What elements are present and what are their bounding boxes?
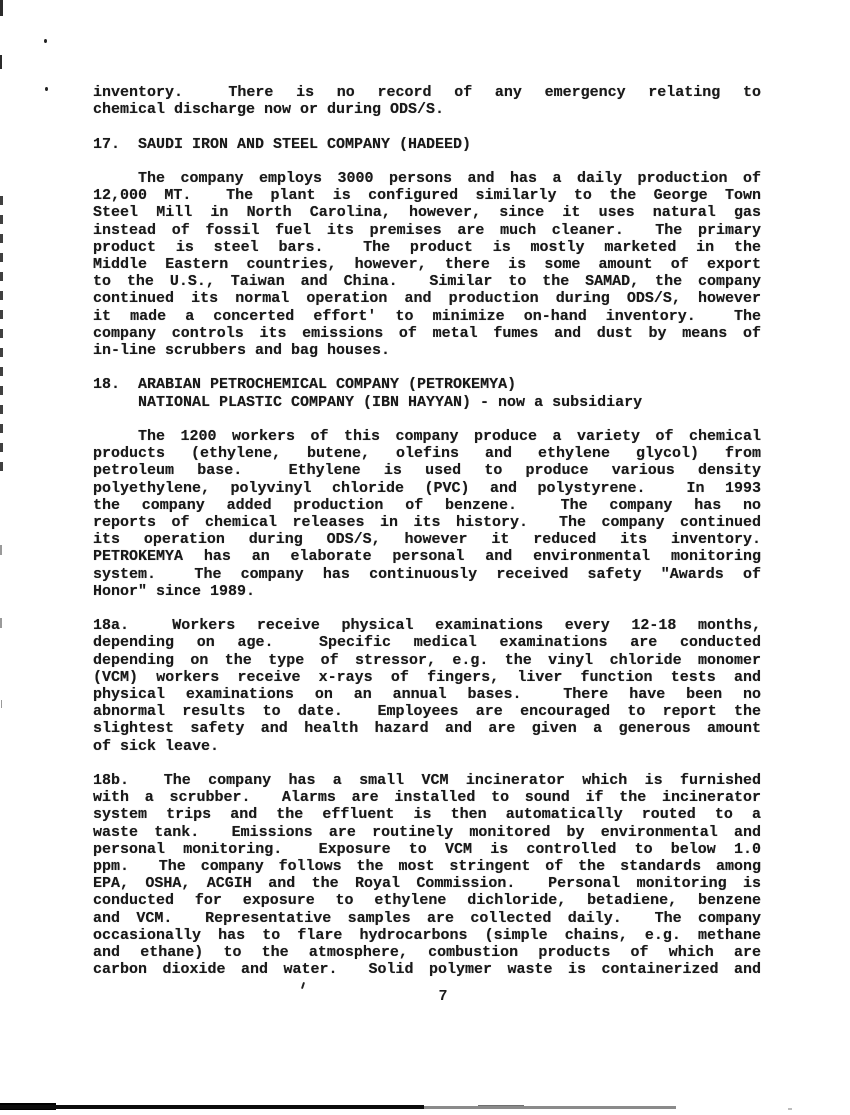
scan-speck	[44, 39, 47, 43]
paragraph-18b	[93, 772, 761, 978]
paragraph-continuation	[93, 84, 761, 118]
page-number: 7	[438, 988, 448, 1005]
heading-18-line-2: NATIONAL PLASTIC COMPANY (IBN HAYYAN) - now a subsidiary	[138, 393, 643, 411]
paragraph-18-line-4: polyethylene, polyvinyl chloride (PVC) and polystyrene. In 1993	[93, 479, 761, 497]
paragraph-18b-line-7: EPA, OSHA, ACGIH and the Royal Commission. Personal monitoring is	[93, 875, 761, 893]
paragraph-18-line-8: PETROKEMYA has an elaborate personal and environmental monitoring	[93, 548, 761, 566]
paragraph-18-line-9: system. The company has continuously received safety "Awards of	[93, 565, 761, 583]
paragraph-18b-line-8: conducted for exposure to ethylene dichloride, betadiene, benzene	[93, 892, 761, 910]
paragraph-18a-line-3: depending on the type of stressor, e.g. the vinyl chloride monomer	[93, 651, 761, 669]
scan-edge-faint-mark	[1, 700, 2, 708]
paragraph-18-line-6: reports of chemical releases in its history. The company continued	[93, 514, 761, 532]
paragraph-18a	[93, 617, 761, 755]
document-text	[93, 84, 761, 978]
paragraph-17-line-6: Middle Eastern countries, however, there is some amount of export	[93, 256, 761, 273]
paragraph-18b-line-1: 18b. The company has a small VCM incinerator which is furnished	[93, 772, 761, 790]
paragraph-18a-line-4: (VCM) workers receive x-rays of fingers, liver function tests and	[93, 668, 761, 686]
paragraph-18b-line-10: occasionally has to flare hydrocarbons (simple chains, e.g. methane	[93, 926, 761, 944]
paragraph-18b-line-2: with a scrubber. Alarms are installed to sound if the incinerator	[93, 789, 761, 807]
scan-speck	[45, 87, 48, 91]
paragraph-18a-line-7: slightest safety and health hazard and are given a generous amount	[93, 720, 761, 738]
paragraph-18a-line-1: 18a. Workers receive physical examinations every 12-18 months,	[93, 617, 761, 635]
paragraph-17-line-7: to the U.S., Taiwan and China. Similar to the SAMAD, the company	[93, 273, 761, 291]
paragraph-18b-line-3: system trips and the effluent is then automatically routed to a	[93, 806, 761, 824]
scan-edge-faint-mark	[0, 618, 2, 628]
paragraph-17-line-2: 12,000 MT. The plant is configured similarly to the George Town	[93, 187, 761, 205]
paragraph-17-line-4: instead of fossil fuel its premises are much cleaner. The primary	[93, 221, 761, 239]
paragraph-continuation-line-2: chemical discharge now or during ODS/S.	[93, 101, 445, 119]
paragraph-17-line-8: continued its normal operation and production during ODS/S, however	[93, 290, 761, 308]
paragraph-17-line-10: company controls its emissions of metal fumes and dust by means of	[93, 324, 761, 342]
heading-18	[93, 376, 761, 410]
paragraph-18b-line-12: carbon dioxide and water. Solid polymer waste is containerized and	[93, 961, 761, 979]
paragraph-18b-line-11: and ethane) to the atmosphere, combustion products of which are	[93, 944, 761, 962]
paragraph-18a-line-5: physical examinations on an annual bases. There have been no	[93, 686, 761, 704]
paragraph-18-line-5: the company added production of benzene. The company has no	[93, 496, 761, 514]
paragraph-continuation-line-1: inventory. There is no record of any emergency relating to	[93, 84, 761, 101]
paragraph-17	[93, 170, 761, 359]
paragraph-17-line-1: The company employs 3000 persons and has a daily production of	[138, 169, 761, 187]
paragraph-18-line-7: its operation during ODS/S, however it reduced its inventory.	[93, 531, 761, 549]
paragraph-17-line-11: in-line scrubbers and bag houses.	[93, 342, 391, 360]
scan-edge-dash	[0, 55, 2, 69]
heading-18-line-1: 18. ARABIAN PETROCHEMICAL COMPANY (PETROKEMYA)	[93, 376, 517, 394]
paragraph-18	[93, 428, 761, 600]
paragraph-18a-line-8: of sick leave.	[93, 737, 220, 755]
scan-edge-dash	[0, 0, 3, 16]
heading-17	[93, 136, 761, 153]
scan-bottom-speck	[788, 1108, 792, 1110]
paragraph-17-line-9: it made a concerted effort' to minimize on-hand inventory. The	[93, 307, 761, 325]
scan-edge-dashes	[0, 196, 3, 478]
scan-bottom-bar-gray	[424, 1106, 676, 1109]
paragraph-18-line-3: petroleum base. Ethylene is used to produce various density	[93, 462, 761, 480]
paragraph-18a-line-2: depending on age. Specific medical examinations are conducted	[93, 634, 761, 652]
paragraph-18a-line-6: abnormal results to date. Employees are encouraged to report the	[93, 703, 761, 721]
heading-17-line-1: 17. SAUDI IRON AND STEEL COMPANY (HADEED)	[93, 135, 472, 153]
scan-bottom-bar-dark	[0, 1105, 424, 1109]
paragraph-17-line-3: Steel Mill in North Carolina, however, since it uses natural gas	[93, 204, 761, 222]
paragraph-18b-line-4: waste tank. Emissions are routinely monitored by environmental and	[93, 823, 761, 841]
paragraph-18b-line-6: ppm. The company follows the most stringent of the standards among	[93, 858, 761, 876]
paragraph-18b-line-5: personal monitoring. Exposure to VCM is controlled to below 1.0	[93, 840, 761, 858]
scan-edge-faint-mark	[0, 545, 2, 555]
paragraph-18b-line-9: and VCM. Representative samples are collected daily. The company	[93, 909, 761, 927]
paragraph-18-line-10: Honor" since 1989.	[93, 582, 256, 600]
paragraph-18-line-1: The 1200 workers of this company produce a variety of chemical	[138, 428, 761, 445]
paragraph-18-line-2: products (ethylene, butene, olefins and ethylene glycol) from	[93, 445, 761, 463]
paragraph-17-line-5: product is steel bars. The product is mostly marketed in the	[93, 238, 761, 256]
